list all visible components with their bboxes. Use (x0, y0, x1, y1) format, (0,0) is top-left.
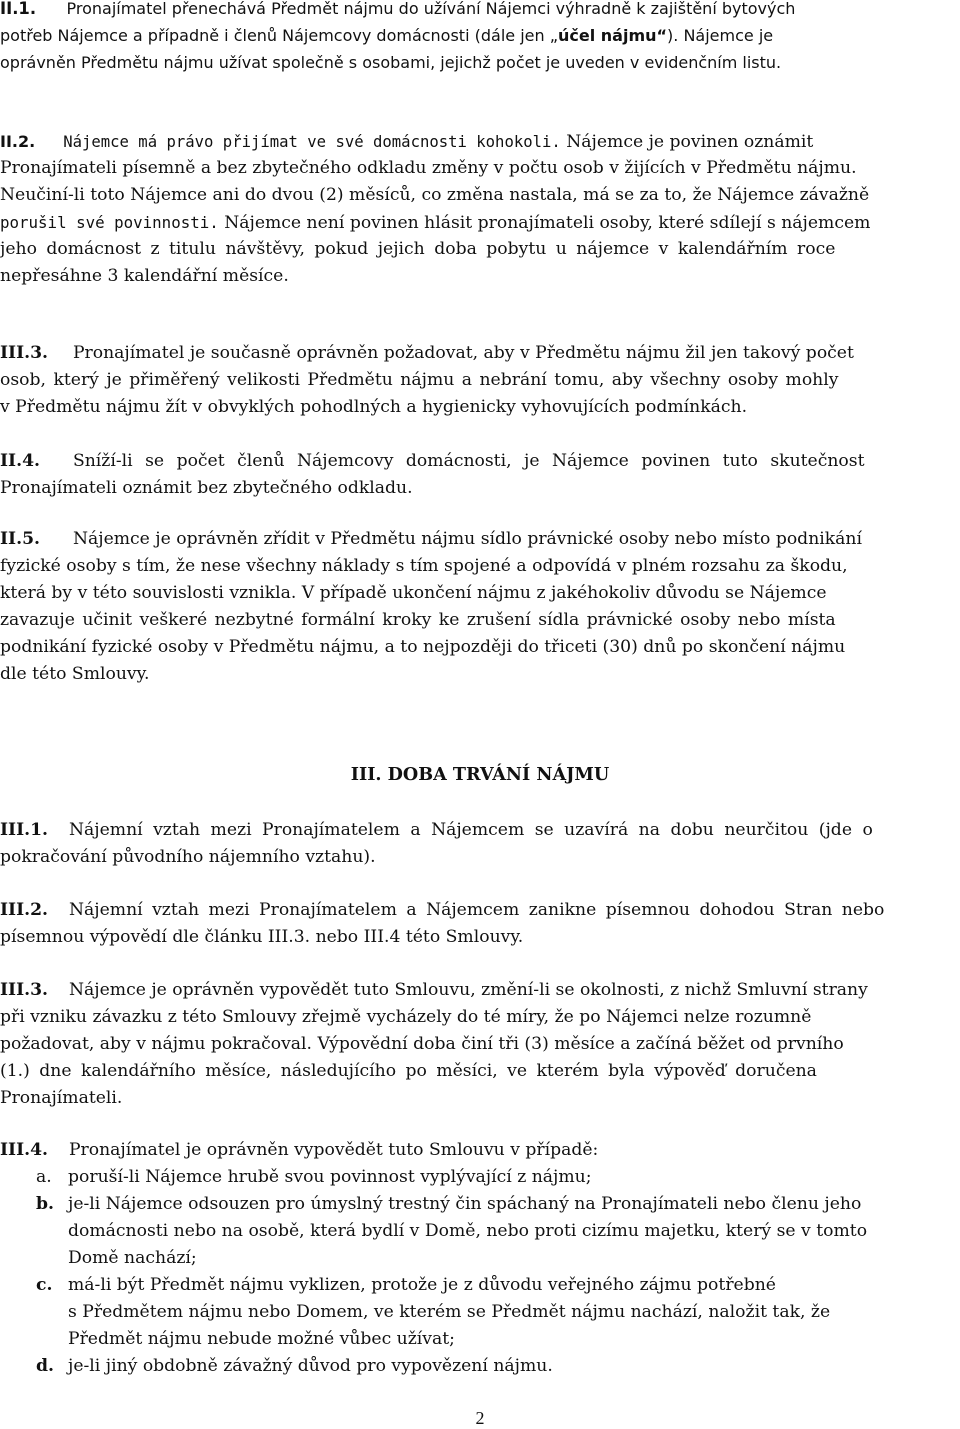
section-text: Nájemce je oprávněn vypovědět tuto Smlouvu, změní-li se okolnosti, z nichž Smluvní strany (68, 980, 868, 1000)
section-line (0, 526, 862, 553)
section-number: III.3. (0, 980, 49, 1000)
section-text: která by v této souvislosti vznikla. V případě ukončení nájmu z jakéhokoliv důvodu se Nájemce (0, 583, 827, 603)
list-item-letter: d. (36, 1356, 55, 1376)
section-line (0, 22, 958, 49)
section-line (0, 607, 836, 634)
section-line (0, 844, 376, 871)
section-text: Nájemce je oprávněn zřídit v Předmětu nájmu sídlo právnické osoby nebo místo podnikání (72, 529, 862, 549)
section-number: III.3. (0, 343, 49, 363)
section-line (0, 128, 813, 156)
list-item-text: má-li být Předmět nájmu vyklizen, protože je z důvodu veřejného zájmu potřebné (68, 1275, 776, 1295)
section-text: podnikání fyzické osoby v Předmětu nájmu, a to nejpozději do třiceti (30) dnů po skončení nájmu (0, 637, 846, 657)
list-item-text: Domě nachází; (68, 1248, 197, 1268)
section-text: Nájemní vztah mezi Pronajímatelem a Nájemcem se uzavírá na dobu neurčitou (jde o (68, 820, 873, 840)
list-item-text: je-li jiný obdobně závažný důvod pro vypovězení nájmu. (68, 1356, 553, 1376)
section-line (0, 1031, 844, 1058)
section-text: (1.) dne kalendářního měsíce, následujícího po měsíci, ve kterém byla výpověď doručena (0, 1061, 817, 1081)
page-number: 2 (475, 1408, 485, 1428)
section-number: II.4. (0, 451, 41, 471)
section-line (0, 182, 869, 209)
section-text: potřeb Nájemce a případně i členů Nájemcovy domácnosti (dále jen „ (0, 26, 558, 45)
section-line (0, 580, 827, 607)
section-text: Pronajímatel je oprávněn vypovědět tuto Smlouvu v případě: (68, 1140, 599, 1160)
list-item-text: Předmět nájmu nebude možné vůbec užívat; (68, 1329, 455, 1349)
section-text: Sníží-li se počet členů Nájemcovy domácnosti, je Nájemce povinen tuto skutečnost (72, 451, 865, 471)
section-text: porušil své povinnosti. (0, 213, 219, 232)
section-number: II.1. (0, 0, 37, 18)
section-line (0, 49, 781, 76)
section-line (0, 1004, 811, 1031)
section-line (0, 236, 835, 263)
section-text: Pronajímatel přenechává Předmět nájmu do užívání Nájemci výhradně k zajištění bytových (66, 0, 796, 18)
bold-term: účel nájmu“ (558, 26, 668, 45)
section-text: jeho domácnost z titulu návštěvy, pokud jejich doba pobytu u nájemce v kalendářním roce (0, 239, 836, 259)
section-text: osob, který je přiměřený velikosti Předmětu nájmu a nebrání tomu, aby všechny osoby mohly (0, 370, 839, 390)
section-line (0, 1085, 122, 1112)
section-text: Pronajímateli oznámit bez zbytečného odkladu. (0, 478, 413, 498)
list-item-letter: c. (36, 1275, 53, 1295)
section-number: III.4. (0, 1140, 49, 1160)
list-item-text: poruší-li Nájemce hrubě svou povinnost vyplývající z nájmu; (68, 1167, 592, 1187)
section-text: písemnou výpovědí dle článku III.3. nebo III.4 této Smlouvy. (0, 927, 524, 947)
section-text: dle této Smlouvy. (0, 664, 150, 684)
section-line (0, 394, 747, 421)
section-line (0, 209, 870, 237)
section-line (0, 0, 958, 22)
section-line (0, 1137, 598, 1164)
section-text: při vzniku závazku z této Smlouvy zřejmě vycházely do té míry, že po Nájemci nelze rozumně (0, 1007, 812, 1027)
section-line (0, 340, 854, 367)
section-line (0, 367, 838, 394)
list-item-text: je-li Nájemce odsouzen pro úmyslný trestný čin spáchaný na Pronajímateli nebo členu jeho (68, 1194, 862, 1214)
list-item-letter: b. (36, 1194, 55, 1214)
list-item-letter: a. (36, 1167, 52, 1187)
section-text: pokračování původního nájemního vztahu). (0, 847, 376, 867)
section-text: Nájemce je povinen oznámit (560, 132, 814, 152)
section-text: Nájemní vztah mezi Pronajímatelem a Nájemcem zanikne písemnou dohodou Stran nebo (68, 900, 885, 920)
section-text: Nájemce má právo přijímat ve své domácnosti kohokoli. (63, 133, 561, 151)
section-line (0, 263, 289, 290)
section-text: ). Nájemce je (667, 26, 774, 45)
section-text: Nájemce není povinen hlásit pronajímateli osoby, které sdílejí s nájemcem (218, 213, 871, 233)
section-text: Neučiní-li toto Nájemce ani do dvou (2) měsíců, co změna nastala, má se za to, že Nájemce závažně (0, 185, 870, 205)
section-line (0, 553, 848, 580)
section-text: Pronajímateli. (0, 1088, 123, 1108)
section-text: nepřesáhne 3 kalendářní měsíce. (0, 266, 289, 286)
section-text: v Předmětu nájmu žít v obvyklých pohodlných a hygienicky vyhovujících podmínkách. (0, 397, 748, 417)
section-line (0, 634, 845, 661)
section-line (0, 924, 523, 951)
section-line (0, 155, 857, 182)
section-text: požadovat, aby v nájmu pokračoval. Výpovědní doba činí tři (3) měsíce a začíná běžet od prvního (0, 1034, 844, 1054)
section-number: III.1. (0, 820, 49, 840)
list-item-text: domácnosti nebo na osobě, která bydlí v Domě, nebo proti cizímu majetku, který se v tomto (68, 1221, 868, 1241)
section-line (0, 897, 884, 924)
section-heading: III. DOBA TRVÁNÍ NÁJMU (350, 764, 610, 785)
section-number: III.2. (0, 900, 49, 920)
section-line (0, 817, 873, 844)
section-text: Pronajímatel je současně oprávněn požadovat, aby v Předmětu nájmu žil jen takový počet (72, 343, 854, 363)
section-number: II.5. (0, 529, 41, 549)
section-text: oprávněn Předmětu nájmu užívat společně s osobami, jejichž počet je uveden v evidenčním listu. (0, 53, 782, 72)
section-text: fyzické osoby s tím, že nese všechny náklady s tím spojené a odpovídá v plném rozsahu za škodu, (0, 556, 848, 576)
list-item-text: s Předmětem nájmu nebo Domem, ve kterém se Předmět nájmu nachází, naložit tak, že (68, 1302, 831, 1322)
section-line (0, 475, 413, 502)
section-line (0, 448, 865, 475)
section-line (0, 1058, 817, 1085)
section-text: zavazuje učinit veškeré nezbytné formální kroky ke zrušení sídla právnické osoby nebo místa (0, 610, 836, 630)
section-text: Pronajímateli písemně a bez zbytečného odkladu změny v počtu osob v žijících v Předmětu nájmu. (0, 158, 857, 178)
section-line (0, 661, 150, 688)
section-line (0, 977, 868, 1004)
section-number: II.2. (0, 132, 36, 151)
